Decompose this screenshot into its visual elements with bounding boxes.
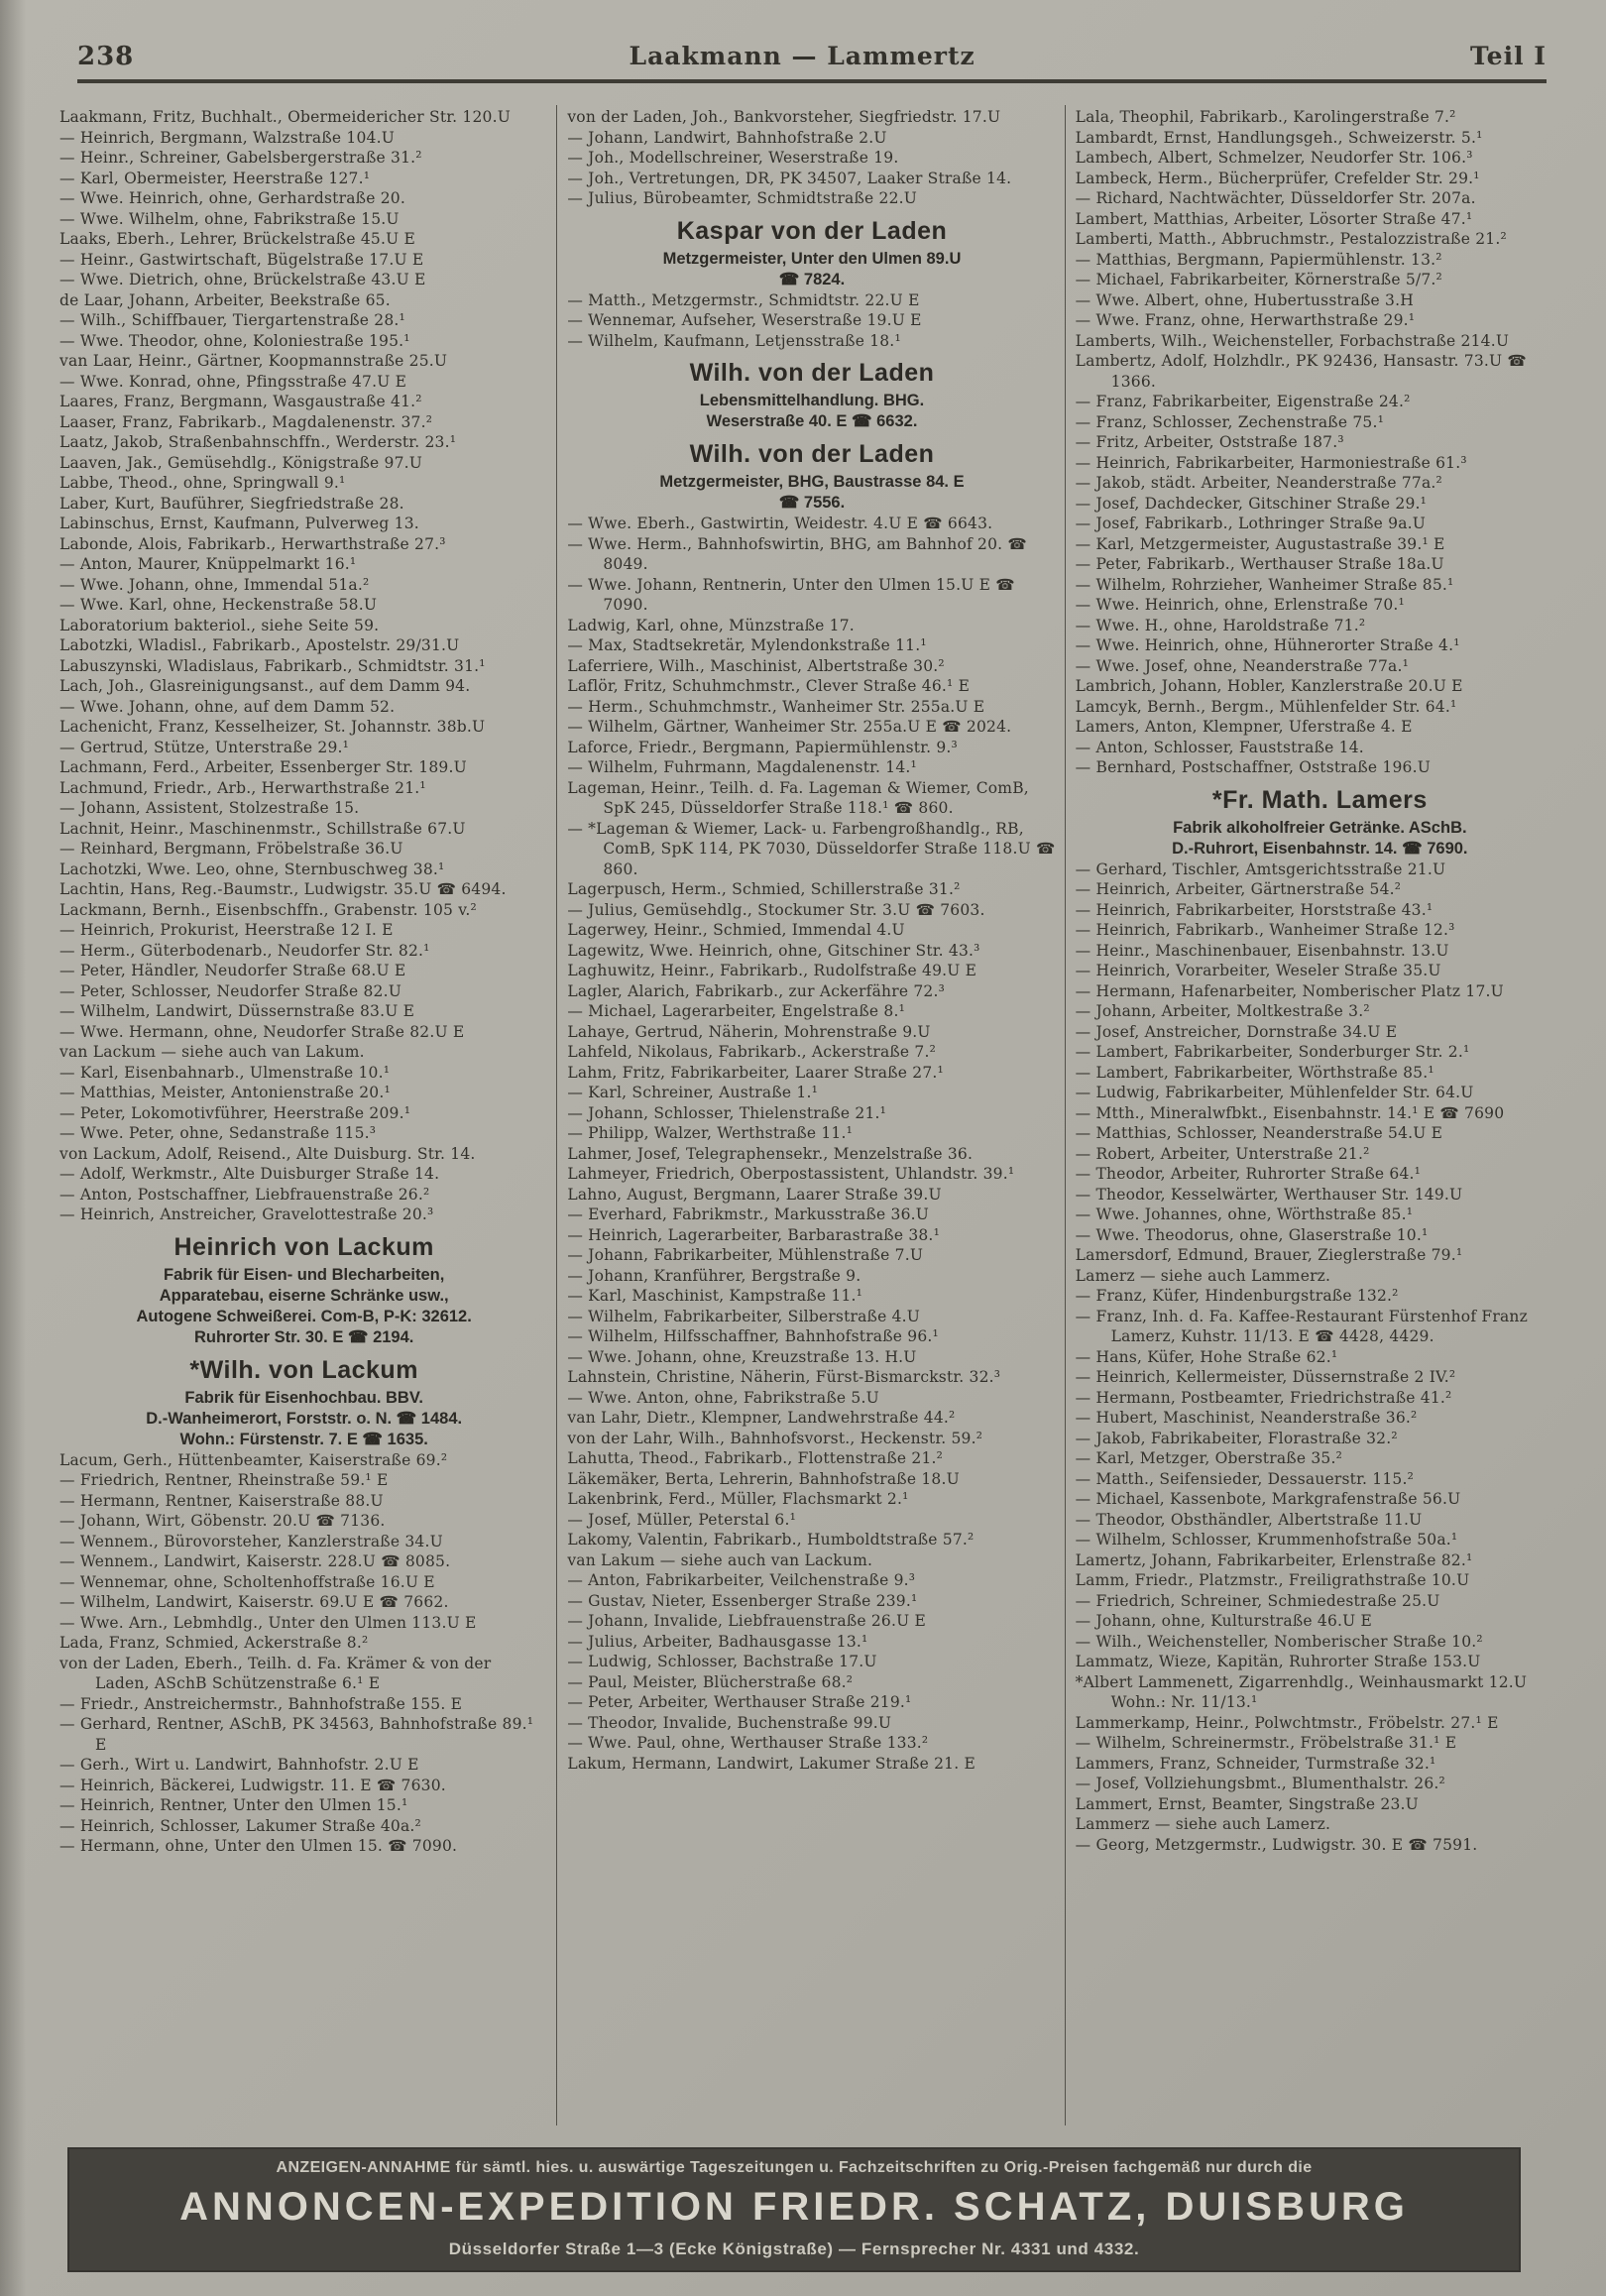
- directory-entry: Lamberti, Matth., Abbruchmstr., Pestalozzistraße 21.²: [1075, 230, 1507, 248]
- directory-entry: — Heinrich, Bäckerei, Ludwigstr. 11. E ☎ 7630.: [59, 1776, 446, 1794]
- directory-entry: — Wwe. Konrad, ohne, Pfingsstraße 47.U E: [59, 372, 407, 391]
- directory-entry: Lahno, August, Bergmann, Laarer Straße 39.U: [567, 1185, 942, 1204]
- directory-entry: Laflör, Fritz, Schuhmchmstr., Clever Straße 46.¹ E: [567, 677, 971, 695]
- directory-entry: — Wwe. Theodor, ohne, Koloniestraße 195.¹: [59, 331, 410, 350]
- directory-entry: Lackmann, Bernh., Eisenbschffn., Grabenstr. 105 v.²: [59, 900, 477, 919]
- directory-entry: — Wwe. Anton, ohne, Fabrikstraße 5.U: [567, 1388, 879, 1407]
- directory-entry: Läkemäker, Berta, Lehrerin, Bahnhofstraße 18.U: [567, 1469, 960, 1488]
- directory-entry: — Wilhelm, Rohrzieher, Wanheimer Straße 85.¹: [1075, 575, 1454, 594]
- directory-entry: — Wwe. Karl, ohne, Heckenstraße 58.U: [59, 596, 378, 614]
- directory-entry: — Anton, Postschaffner, Liebfrauenstraße 26.²: [59, 1185, 430, 1204]
- directory-entry: — Theodor, Arbeiter, Ruhrorter Straße 64.¹: [1075, 1165, 1422, 1183]
- directory-entry: Lahaye, Gertrud, Näherin, Mohrenstraße 9.U: [567, 1022, 931, 1041]
- directory-heading-detail: Apparatebau, eiserne Schränke usw.,: [159, 1286, 449, 1305]
- directory-entry: — Hermann, Postbeamter, Friedrichstraße 41.²: [1075, 1388, 1452, 1407]
- directory-entry: Lamm, Friedr., Platzmstr., Freiligrathstraße 10.U: [1075, 1571, 1470, 1589]
- directory-entry: — Jakob, Fabrikabeiter, Florastraße 32.²: [1075, 1429, 1398, 1447]
- directory-entry: — Wwe. Johann, ohne, Kreuzstraße 13. H.U: [567, 1347, 917, 1366]
- directory-entry: Lamerz — siehe auch Lammerz.: [1075, 1266, 1331, 1285]
- directory-entry: Lamberts, Wilh., Weichensteller, Forbachstraße 214.U: [1075, 331, 1510, 350]
- directory-entry: — Karl, Maschinist, Kampstraße 11.¹: [567, 1287, 863, 1305]
- directory-entry: — Wennem., Bürovorsteher, Kanzlerstraße 34.U: [59, 1532, 443, 1550]
- directory-entry: Lagerpusch, Herm., Schmied, Schillerstraße 31.²: [567, 880, 961, 898]
- directory-entry: — Franz, Schlosser, Zechenstraße 75.¹: [1075, 412, 1385, 431]
- directory-entry: — Michael, Kassenbote, Markgrafenstraße 56.U: [1075, 1490, 1461, 1508]
- directory-entry: Labonde, Alois, Fabrikarb., Herwarthstraße 27.³: [59, 534, 446, 553]
- directory-entry: — Heinrich, Fabrikarbeiter, Harmoniestraße 61.³: [1075, 453, 1467, 472]
- directory-entry: — Heinrich, Rentner, Unter den Ulmen 15.¹: [59, 1796, 408, 1814]
- directory-entry: — Karl, Metzger, Oberstraße 35.²: [1075, 1449, 1342, 1467]
- advertisement-banner: [69, 2149, 1519, 2270]
- directory-entry: — Max, Stadtsekretär, Mylendonkstraße 11.¹: [567, 636, 927, 654]
- directory-entry: — Johann, Invalide, Liebfrauenstraße 26.U E: [567, 1612, 927, 1630]
- directory-entry: — Johann, Landwirt, Bahnhofstraße 2.U: [567, 128, 887, 147]
- directory-entry: — Herm., Güterbodenarb., Neudorfer Str. 82.¹: [59, 941, 430, 960]
- directory-entry: — Heinr., Gastwirtschaft, Bügelstraße 17.U E: [59, 250, 424, 269]
- directory-entry: — Wilhelm, Schreinermstr., Fröbelstraße 31.¹ E: [1075, 1734, 1457, 1752]
- directory-entry: — Anton, Fabrikarbeiter, Veilchenstraße 9.³: [567, 1571, 916, 1589]
- directory-entry: Lagerwey, Heinr., Schmied, Immendal 4.U: [567, 921, 905, 939]
- directory-entry: Laatz, Jakob, Straßenbahnschffn., Werderstr. 23.¹: [59, 433, 457, 451]
- directory-entry: — Peter, Schlosser, Neudorfer Straße 82.U: [59, 981, 402, 1000]
- directory-entry: Lamertz, Johann, Fabrikarbeiter, Erlenstraße 82.¹: [1075, 1550, 1473, 1569]
- directory-entry: — Gerhard, Rentner, ASchB, PK 34563, Bahnhofstraße 89.¹ E: [59, 1715, 534, 1754]
- directory-entry: Lakenbrink, Ferd., Müller, Flachsmarkt 2.¹: [567, 1490, 909, 1508]
- directory-entry: — Joh., Modellschreiner, Weserstraße 19.: [567, 149, 899, 167]
- directory-entry: — Heinrich, Schlosser, Lakumer Straße 40a.²: [59, 1816, 421, 1835]
- directory-heading-detail: Fabrik für Eisenhochbau. BBV.: [184, 1388, 423, 1407]
- directory-entry: Lahm, Fritz, Fabrikarbeiter, Laarer Straße 27.¹: [567, 1063, 944, 1082]
- directory-entry: Laakmann, Fritz, Buchhalt., Obermeidericher Str. 120.U: [59, 108, 511, 126]
- directory-columns: [50, 105, 1572, 2125]
- directory-entry: Lamers, Anton, Klempner, Uferstraße 4. E: [1075, 718, 1413, 736]
- directory-heading-detail: Metzgermeister, BHG, Baustrasse 84. E: [659, 473, 965, 491]
- directory-entry: Laares, Franz, Bergmann, Wasgaustraße 41.²: [59, 393, 422, 410]
- directory-heading-detail: D.-Wanheimerort, Forststr. o. N. ☎ 1484.: [146, 1409, 463, 1428]
- directory-entry: — Matth., Seifensieder, Dessauerstr. 115.²: [1075, 1469, 1414, 1488]
- directory-entry: — Lambert, Fabrikarbeiter, Wörthstraße 85.¹: [1075, 1063, 1434, 1082]
- directory-entry: Laghuwitz, Heinr., Fabrikarb., Rudolfstraße 49.U E: [567, 962, 977, 979]
- directory-entry: — Franz, Fabrikarbeiter, Eigenstraße 24.²: [1075, 393, 1411, 410]
- directory-entry: — Wilhelm, Landwirt, Düssernstraße 83.U E: [59, 1002, 415, 1020]
- directory-entry: — Karl, Eisenbahnarb., Ulmenstraße 10.¹: [59, 1063, 391, 1082]
- directory-entry: Lammerz — siehe auch Lamerz.: [1075, 1815, 1331, 1833]
- directory-entry: von der Lahr, Wilh., Bahnhofsvorst., Heckenstr. 59.²: [567, 1429, 983, 1447]
- directory-entry: — Wilh., Weichensteller, Nomberischer Straße 10.²: [1075, 1632, 1483, 1651]
- page-title: Laakmann — Lammertz: [629, 42, 975, 70]
- directory-entry: — Gerh., Wirt u. Landwirt, Bahnhofstr. 2.U E: [59, 1756, 419, 1774]
- directory-entry: — Gertrud, Stütze, Unterstraße 29.¹: [59, 738, 350, 756]
- directory-entry: — Wennemar, ohne, Scholtenhoffstraße 16.U E: [59, 1572, 435, 1591]
- directory-entry: Laaven, Jak., Gemüsehdlg., Königstraße 97.U: [59, 453, 423, 472]
- directory-heading-detail: Metzgermeister, Unter den Ulmen 89.U: [662, 249, 962, 268]
- directory-entry: — Hubert, Maschinist, Neanderstraße 36.²: [1075, 1409, 1418, 1427]
- directory-entry: von Lackum, Adolf, Reisend., Alte Duisburg. Str. 14.: [59, 1144, 476, 1163]
- directory-entry: Laforce, Friedr., Bergmann, Papiermühlenstr. 9.³: [567, 738, 958, 756]
- directory-entry: — Karl, Obermeister, Heerstraße 127.¹: [59, 169, 371, 187]
- directory-entry: Lachmann, Ferd., Arbeiter, Essenberger Str. 189.U: [59, 758, 467, 776]
- directory-entry: — Philipp, Walzer, Werthstraße 11.¹: [567, 1124, 854, 1142]
- directory-entry: — Robert, Arbeiter, Unterstraße 21.²: [1075, 1144, 1370, 1163]
- directory-entry: Lammatz, Wieze, Kapitän, Ruhrorter Straße 153.U: [1075, 1653, 1481, 1670]
- directory-heading-detail: Autogene Schweißerei. Com-B, P-K: 32612.: [136, 1307, 472, 1325]
- directory-heading: Wilh. von der Laden: [689, 359, 935, 387]
- directory-heading-detail: ☎ 7824.: [778, 270, 846, 288]
- directory-entry: de Laar, Johann, Arbeiter, Beekstraße 65.: [59, 290, 391, 309]
- directory-entry: Lamersdorf, Edmund, Brauer, Zieglerstraße 79.¹: [1075, 1246, 1463, 1264]
- directory-entry: — Fritz, Arbeiter, Oststraße 187.³: [1075, 433, 1344, 451]
- directory-entry: — Wwe. Franz, ohne, Herwarthstraße 29.¹: [1075, 311, 1416, 329]
- page-number: 238: [77, 42, 135, 71]
- directory-heading: Heinrich von Lackum: [173, 1232, 434, 1261]
- directory-entry: Lammerkamp, Heinr., Polwchtmstr., Fröbelstr. 27.¹ E: [1075, 1713, 1499, 1732]
- directory-entry: — Lambert, Fabrikarbeiter, Sonderburger Str. 2.¹: [1075, 1043, 1470, 1061]
- directory-entry: — Julius, Bürobeamter, Schmidtstraße 22.U: [567, 189, 918, 207]
- directory-heading-detail: ☎ 7556.: [778, 494, 846, 512]
- directory-entry: Lahfeld, Nikolaus, Fabrikarb., Ackerstraße 7.²: [567, 1043, 937, 1061]
- directory-entry: — Johann, Kranführer, Bergstraße 9.: [567, 1266, 861, 1285]
- directory-entry: — Wwe. Wilhelm, ohne, Fabrikstraße 15.U: [59, 209, 400, 228]
- directory-entry: — Matthias, Meister, Antonienstraße 20.¹: [59, 1084, 391, 1101]
- directory-entry: — Heinrich, Fabrikarb., Wanheimer Straße 12.³: [1075, 921, 1455, 939]
- directory-entry: — Mtth., Mineralwfbkt., Eisenbahnstr. 14.¹ E ☎ 7690: [1075, 1103, 1505, 1122]
- directory-entry: — Wilhelm, Fabrikarbeiter, Silberstraße 4.U: [567, 1307, 921, 1325]
- directory-entry: — Wwe. Johann, Rentnerin, Unter den Ulmen 15.U E ☎ 7090.: [567, 575, 1015, 614]
- directory-entry: Lammers, Franz, Schneider, Turmstraße 32.¹: [1075, 1754, 1436, 1773]
- directory-entry: von der Laden, Eberh., Teilh. d. Fa. Krämer & von der Laden, ASchB Schützenstraße 6.¹ E: [59, 1654, 492, 1692]
- directory-entry: — Wilhelm, Gärtner, Wanheimer Str. 255a.U E ☎ 2024.: [567, 718, 1012, 736]
- directory-entry: — Wwe. H., ohne, Haroldstraße 71.²: [1075, 616, 1366, 634]
- directory-entry: Lambrich, Johann, Hobler, Kanzlerstraße 20.U E: [1075, 677, 1463, 695]
- directory-entry: — Richard, Nachtwächter, Düsseldorfer Str. 207a.: [1075, 189, 1476, 207]
- directory-entry: — Peter, Lokomotivführer, Heerstraße 209.¹: [59, 1103, 411, 1122]
- directory-entry: Lambert, Matthias, Arbeiter, Lösorter Straße 47.¹: [1075, 209, 1473, 228]
- directory-entry: — Johann, Arbeiter, Moltkestraße 3.²: [1075, 1002, 1370, 1020]
- directory-entry: — Karl, Metzgermeister, Augustastraße 39.¹ E: [1075, 534, 1445, 553]
- directory-entry: Labotzki, Wladisl., Fabrikarb., Apostelstr. 29/31.U: [59, 636, 460, 654]
- directory-entry: — Wwe. Josef, ohne, Neanderstraße 77a.¹: [1075, 656, 1409, 675]
- directory-entry: — Franz, Küfer, Hindenburgstraße 132.²: [1075, 1287, 1399, 1305]
- directory-entry: — Everhard, Fabrikmstr., Markusstraße 36.U: [567, 1205, 930, 1223]
- directory-entry: Lachtin, Hans, Reg.-Baumstr., Ludwigstr. 35.U ☎ 6494.: [59, 880, 507, 898]
- directory-entry: — Josef, Vollziehungsbmt., Blumenthalstr. 26.²: [1075, 1775, 1445, 1792]
- directory-entry: — Wilhelm, Landwirt, Kaiserstr. 69.U E ☎ 7662.: [59, 1593, 449, 1611]
- directory-entry: — Hermann, Rentner, Kaiserstraße 88.U: [59, 1491, 384, 1510]
- directory-entry: — Wwe. Heinrich, ohne, Erlenstraße 70.¹: [1075, 596, 1405, 614]
- directory-entry: — Wwe. Dietrich, ohne, Brückelstraße 43.U E: [59, 271, 426, 288]
- directory-entry: Labuszynski, Wladislaus, Fabrikarb., Schmidtstr. 31.¹: [59, 656, 486, 675]
- directory-entry: — Friedrich, Schreiner, Schmiedestraße 25.U: [1075, 1591, 1440, 1610]
- directory-entry: Lambardt, Ernst, Handlungsgeh., Schweizerstr. 5.¹: [1075, 128, 1483, 147]
- directory-heading-detail: Fabrik alkoholfreier Getränke. ASchB.: [1173, 818, 1467, 837]
- directory-entry: — Johann, Fabrikarbeiter, Mühlenstraße 7.U: [567, 1246, 924, 1264]
- directory-entry: Lahnstein, Christine, Näherin, Fürst-Bismarckstr. 32.³: [567, 1368, 1001, 1386]
- directory-heading: Kaspar von der Laden: [676, 216, 948, 245]
- directory-entry: — Johann, Wirt, Göbenstr. 20.U ☎ 7136.: [59, 1512, 386, 1530]
- directory-entry: — Gerhard, Tischler, Amtsgerichtsstraße 21.U: [1075, 860, 1446, 878]
- directory-heading: *Wilh. von Lackum: [189, 1355, 418, 1384]
- directory-entry: — Friedrich, Rentner, Rheinstraße 59.¹ E: [59, 1471, 389, 1489]
- directory-entry: Laaks, Eberh., Lehrer, Brückelstraße 45.U E: [59, 230, 415, 248]
- directory-entry: — Heinr., Schreiner, Gabelsbergerstraße 31.²: [59, 149, 422, 167]
- directory-entry: — Wwe. Herm., Bahnhofswirtin, BHG, am Bahnhof 20. ☎ 8049.: [567, 534, 1027, 573]
- directory-entry: Lamcyk, Bernh., Bergm., Mühlenfelder Str. 64.¹: [1075, 697, 1457, 716]
- directory-heading-detail: Wohn.: Fürstenstr. 7. E ☎ 1635.: [179, 1430, 428, 1448]
- directory-entry: — Wwe. Theodorus, ohne, Glaserstraße 10.¹: [1075, 1225, 1429, 1244]
- directory-heading: *Fr. Math. Lamers: [1211, 785, 1428, 814]
- directory-entry: — Karl, Schreiner, Austraße 1.¹: [567, 1084, 818, 1101]
- directory-entry: — Johann, Schlosser, Thielenstraße 21.¹: [567, 1103, 887, 1122]
- directory-entry: — Josef, Müller, Peterstal 6.¹: [567, 1510, 796, 1529]
- directory-entry: — Wilhelm, Hilfsschaffner, Bahnhofstraße 96.¹: [567, 1327, 939, 1345]
- directory-entry: van Laar, Heinr., Gärtner, Koopmannstraße 25.U: [59, 352, 448, 370]
- directory-entry: — Bernhard, Postschaffner, Oststraße 196.U: [1075, 758, 1431, 776]
- directory-entry: — Friedr., Anstreichermstr., Bahnhofstraße 155. E: [59, 1694, 463, 1713]
- directory-entry: Lala, Theophil, Fabrikarb., Karolingerstraße 7.²: [1075, 108, 1456, 126]
- directory-entry: Lachnit, Heinr., Maschinenmstr., Schillstraße 67.U: [59, 819, 466, 838]
- column-middle: [556, 105, 1064, 2125]
- directory-entry: Lahmer, Josef, Telegraphensekr., Menzelstraße 36.: [567, 1144, 974, 1163]
- directory-entry: — Wwe. Arn., Lebmhdlg., Unter den Ulmen 113.U E: [59, 1613, 477, 1632]
- directory-entry: — Matth., Metzgermstr., Schmidtstr. 22.U E: [567, 290, 920, 309]
- directory-entry: Labbe, Theod., ohne, Springwall 9.¹: [59, 474, 346, 492]
- directory-entry: — Gustav, Nieter, Essenberger Straße 239.¹: [567, 1591, 918, 1610]
- ad-intro-line: ANZEIGEN-ANNAHME für sämtl. hies. u. auswärtige Tageszeitungen u. Fachzeitschriften zu Orig.-Preisen fachgemäß nur durch die: [276, 2159, 1313, 2176]
- directory-entry: Lahutta, Theod., Fabrikarb., Flottenstraße 21.²: [567, 1449, 944, 1467]
- directory-entry: — Wilh., Schiffbauer, Tiergartenstraße 28.¹: [59, 311, 405, 329]
- directory-entry: — Hermann, ohne, Unter den Ulmen 15. ☎ 7090.: [59, 1837, 458, 1855]
- directory-entry: — Wwe. Peter, ohne, Sedanstraße 115.³: [59, 1124, 377, 1142]
- directory-entry: van Lakum — siehe auch van Lackum.: [567, 1550, 873, 1569]
- directory-entry: — Peter, Arbeiter, Werthauser Straße 219.¹: [567, 1693, 912, 1711]
- directory-entry: — Michael, Fabrikarbeiter, Körnerstraße 5/7.²: [1075, 271, 1442, 288]
- directory-entry: — Georg, Metzgermstr., Ludwigstr. 30. E ☎ 7591.: [1075, 1835, 1478, 1854]
- directory-entry: van Lackum — siehe auch van Lakum.: [59, 1043, 365, 1061]
- directory-entry: — Anton, Schlosser, Fauststraße 14.: [1075, 738, 1364, 756]
- directory-entry: van Lahr, Dietr., Klempner, Landwehrstraße 44.²: [567, 1409, 956, 1427]
- directory-entry: Lagler, Alarich, Fabrikarb., zur Ackerfähre 72.³: [567, 981, 945, 1000]
- directory-entry: — Peter, Händler, Neudorfer Straße 68.U E: [59, 962, 406, 979]
- directory-heading-detail: Weserstraße 40. E ☎ 6632.: [706, 412, 918, 430]
- directory-entry: — Wwe. Albert, ohne, Hubertusstraße 3.H: [1075, 290, 1414, 309]
- directory-entry: Lammert, Ernst, Beamter, Singstraße 23.U: [1075, 1794, 1419, 1813]
- directory-entry: — Paul, Meister, Blücherstraße 68.²: [567, 1672, 854, 1691]
- directory-entry: — Hans, Küfer, Hohe Straße 62.¹: [1075, 1347, 1338, 1366]
- directory-entry: — Wwe. Hermann, ohne, Neudorfer Straße 82.U E: [59, 1022, 465, 1041]
- directory-entry: Ladwig, Karl, ohne, Münzstraße 17.: [567, 616, 855, 634]
- column-left: [50, 105, 556, 2125]
- directory-entry: Lakum, Hermann, Landwirt, Lakumer Straße 21. E: [567, 1754, 975, 1773]
- directory-entry: Lageman, Heinr., Teilh. d. Fa. Lageman & Wiemer, ComB, SpK 245, Düsseldorfer Straße 118.¹ ☎ 860.: [567, 778, 1029, 817]
- directory-entry: — Theodor, Kesselwärter, Werthauser Str. 149.U: [1075, 1185, 1463, 1204]
- directory-entry: Laboratorium bakteriol., siehe Seite 59.: [59, 616, 380, 634]
- directory-entry: Lada, Franz, Schmied, Ackerstraße 8.²: [59, 1634, 369, 1652]
- directory-entry: — *Lageman & Wiemer, Lack- u. Farbengroßhandlg., RB, ComB, SpK 114, PK 7030, Düsseldorfer Straße 118.U ☎ 860.: [567, 819, 1056, 878]
- directory-entry: — Wwe. Heinrich, ohne, Gerhardstraße 20.: [59, 189, 405, 207]
- directory-entry: Laferriere, Wilh., Maschinist, Albertstraße 30.²: [567, 656, 945, 675]
- directory-entry: — Matthias, Schlosser, Neanderstraße 54.U E: [1075, 1124, 1443, 1142]
- directory-entry: Lach, Joh., Glasreinigungsanst., auf dem Damm 94.: [59, 677, 471, 695]
- directory-heading-detail: D.-Ruhrort, Eisenbahnstr. 14. ☎ 7690.: [1172, 839, 1468, 858]
- directory-entry: Lambeck, Herm., Bücherprüfer, Crefelder Str. 29.¹: [1075, 169, 1480, 187]
- directory-entry: — Wilhelm, Schlosser, Krummenhofstraße 50a.¹: [1075, 1531, 1458, 1549]
- directory-entry: — Herm., Schuhmchmstr., Wanheimer Str. 255a.U E: [567, 697, 985, 716]
- directory-entry: — Wilhelm, Fuhrmann, Magdalenenstr. 14.¹: [567, 758, 917, 776]
- directory-entry: — Julius, Gemüsehdlg., Stockumer Str. 3.U ☎ 7603.: [567, 900, 985, 919]
- directory-entry: — Heinrich, Bergmann, Walzstraße 104.U: [59, 128, 396, 147]
- column-right: [1065, 105, 1572, 2125]
- directory-entry: — Wwe. Johann, ohne, Immendal 51a.²: [59, 575, 370, 594]
- directory-entry: — Josef, Dachdecker, Gitschiner Straße 29.¹: [1075, 494, 1428, 513]
- directory-entry: — Johann, ohne, Kulturstraße 46.U E: [1075, 1612, 1373, 1630]
- directory-entry: — Johann, Assistent, Stolzestraße 15.: [59, 799, 360, 817]
- directory-entry: — Reinhard, Bergmann, Fröbelstraße 36.U: [59, 840, 403, 858]
- directory-entry: — Julius, Arbeiter, Badhausgasse 13.¹: [567, 1632, 868, 1651]
- ad-company-name: ANNONCEN-EXPEDITION FRIEDR. SCHATZ, DUISBURG: [179, 2185, 1409, 2229]
- directory-entry: Lakomy, Valentin, Fabrikarb., Humboldtstraße 57.²: [567, 1531, 975, 1549]
- directory-entry: — Anton, Maurer, Knüppelmarkt 16.¹: [59, 555, 357, 573]
- directory-entry: — Wwe. Eberh., Gastwirtin, Weidestr. 4.U E ☎ 6643.: [567, 515, 993, 532]
- directory-entry: Labinschus, Ernst, Kaufmann, Pulverweg 13.: [59, 515, 419, 532]
- directory-entry: — Heinr., Maschinenbauer, Eisenbahnstr. 13.U: [1075, 941, 1449, 960]
- directory-entry: — Heinrich, Lagerarbeiter, Barbarastraße 38.¹: [567, 1225, 940, 1244]
- directory-heading: Wilh. von der Laden: [689, 440, 935, 468]
- directory-entry: — Heinrich, Anstreicher, Gravelottestraße 20.³: [59, 1205, 434, 1223]
- directory-entry: — Michael, Lagerarbeiter, Engelstraße 8.¹: [567, 1002, 906, 1020]
- directory-entry: Lambech, Albert, Schmelzer, Neudorfer Str. 106.³: [1075, 149, 1473, 167]
- directory-entry: Lachenicht, Franz, Kesselheizer, St. Johannstr. 38b.U: [59, 718, 486, 736]
- part-label: Teil I: [1469, 42, 1547, 70]
- directory-entry: — Peter, Fabrikarb., Werthauser Straße 18a.U: [1075, 555, 1444, 573]
- directory-entry: Lacum, Gerh., Hüttenbeamter, Kaiserstraße 69.²: [59, 1450, 448, 1469]
- directory-entry: — Adolf, Werkmstr., Alte Duisburger Straße 14.: [59, 1165, 440, 1183]
- directory-entry: — Wwe. Heinrich, ohne, Hühnerorter Straße 4.¹: [1075, 636, 1460, 654]
- directory-entry: — Heinrich, Kellermeister, Düssernstraße 2 IV.²: [1075, 1368, 1456, 1386]
- directory-entry: — Wilhelm, Kaufmann, Letjensstraße 18.¹: [567, 331, 901, 350]
- directory-entry: Laber, Kurt, Bauführer, Siegfriedstraße 28.: [59, 494, 404, 513]
- directory-entry: — Heinrich, Vorarbeiter, Weseler Straße 35.U: [1075, 962, 1441, 979]
- directory-entry: — Wwe. Johannes, ohne, Wörthstraße 85.¹: [1075, 1205, 1414, 1223]
- directory-heading-detail: Lebensmittelhandlung. BHG.: [699, 392, 925, 409]
- directory-entry: — Heinrich, Fabrikarbeiter, Horststraße 43.¹: [1075, 900, 1434, 919]
- directory-entry: — Matthias, Bergmann, Papiermühlenstr. 13.²: [1075, 250, 1442, 269]
- directory-heading-detail: Fabrik für Eisen- und Blecharbeiten,: [164, 1265, 445, 1284]
- page-header: [77, 42, 1547, 83]
- directory-entry: Laaser, Franz, Fabrikarb., Magdalenenstr. 37.²: [59, 412, 433, 431]
- directory-entry: — Ludwig, Schlosser, Bachstraße 17.U: [567, 1653, 877, 1670]
- directory-entry: — Ludwig, Fabrikarbeiter, Mühlenfelder Str. 64.U: [1075, 1084, 1474, 1101]
- directory-entry: — Jakob, städt. Arbeiter, Neanderstraße 77a.²: [1075, 474, 1442, 492]
- directory-entry: — Josef, Anstreicher, Dornstraße 34.U E: [1075, 1022, 1398, 1041]
- directory-entry: Lambertz, Adolf, Holzhdlr., PK 92436, Hansastr. 73.U ☎ 1366.: [1075, 352, 1527, 391]
- directory-entry: von der Laden, Joh., Bankvorsteher, Siegfriedstr. 17.U: [567, 108, 1001, 126]
- directory-entry: — Franz, Inh. d. Fa. Kaffee-Restaurant Fürstenhof Franz Lamerz, Kuhstr. 11/13. E ☎ 4428, 4429.: [1075, 1307, 1528, 1345]
- directory-entry: — Wennem., Landwirt, Kaiserstr. 228.U ☎ 8085.: [59, 1552, 451, 1570]
- directory-entry: *Albert Lammenett, Zigarrenhdlg., Weinhausmarkt 12.U Wohn.: Nr. 11/13.¹: [1075, 1672, 1528, 1711]
- directory-entry: — Wennemar, Aufseher, Weserstraße 19.U E: [567, 311, 922, 329]
- directory-entry: — Heinrich, Prokurist, Heerstraße 12 I. E: [59, 921, 394, 939]
- directory-entry: — Wwe. Johann, ohne, auf dem Damm 52.: [59, 697, 396, 716]
- directory-entry: Lagewitz, Wwe. Heinrich, ohne, Gitschiner Str. 43.³: [567, 941, 980, 960]
- directory-heading-detail: Ruhrorter Str. 30. E ☎ 2194.: [193, 1327, 414, 1346]
- directory-entry: — Hermann, Hafenarbeiter, Nomberischer Platz 17.U: [1075, 981, 1504, 1000]
- directory-entry: — Wwe. Paul, ohne, Werthauser Straße 133.²: [567, 1734, 929, 1752]
- directory-entry: — Joh., Vertretungen, DR, PK 34507, Laaker Straße 14.: [567, 169, 1012, 187]
- directory-entry: Lachotzki, Wwe. Leo, ohne, Sternbuschweg 38.¹: [59, 860, 445, 878]
- directory-entry: — Heinrich, Arbeiter, Gärtnerstraße 54.²: [1075, 880, 1402, 898]
- directory-entry: — Josef, Fabrikarb., Lothringer Straße 9a.U: [1075, 515, 1427, 532]
- directory-entry: — Theodor, Invalide, Buchenstraße 99.U: [567, 1713, 892, 1732]
- directory-entry: Lachmund, Friedr., Arb., Herwarthstraße 21.¹: [59, 778, 426, 797]
- ad-address-line: Düsseldorfer Straße 1—3 (Ecke Königstraße) — Fernsprecher Nr. 4331 und 4332.: [448, 2239, 1140, 2258]
- directory-entry: Lahmeyer, Friedrich, Oberpostassistent, Uhlandstr. 39.¹: [567, 1165, 1015, 1183]
- directory-entry: — Theodor, Obsthändler, Albertstraße 11.U: [1075, 1510, 1423, 1529]
